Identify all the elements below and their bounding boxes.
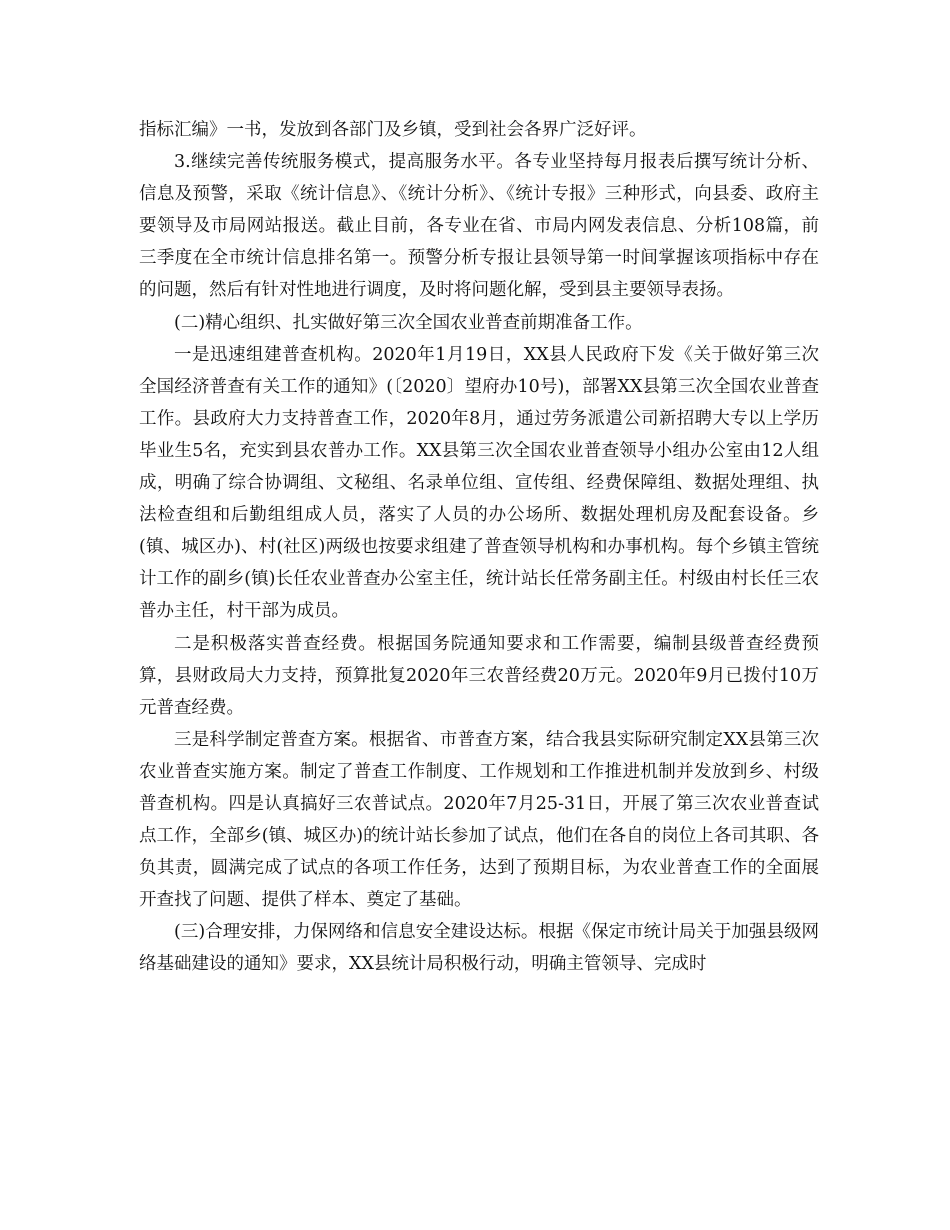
paragraph-continuation: 指标汇编》一书，发放到各部门及乡镇，受到社会各界广泛好评。 — [139, 120, 647, 140]
paragraph-census-organization: 一是迅速组建普查机构。2020年1月19日，XX县人民政府下发《关于做好第三次全国经济普查有关工作的通知》(〔2020〕望府办10号)，部署XX县第三次全国农业普查工作。县政府大力支持普查工作，2020年8月，通过劳务派遣公司新招聘大专以上学历毕业生5名，充实到县农普办工作。XX县第三次全国农业普查领导小组办公室由12人组成，明确了综合协调组、文秘组、名录单位组、宣传组、经费保障组、数据处理组、执法检查组和后勤组组成人员，落实了人员的办公场所、数据处理机房及配套设备。乡(镇、城区办)、村(社区)两级也按要求组建了普查领导机构和办事机构。每个乡镇主管统计工作的副乡(镇)长任农业普查办公室主任，统计站长任常务副主任。村级由村长任三农普办主任，村干部为成员。 — [139, 344, 819, 622]
document-body — [139, 114, 819, 981]
paragraph-network-security: (三)合理安排，力保网络和信息安全建设达标。根据《保定市统计局关于加强县级网络基础建设的通知》要求，XX县统计局积极行动，明确主管领导、完成时 — [139, 922, 819, 975]
section-heading-agri-census: (二)精心组织、扎实做好第三次全国农业普查前期准备工作。 — [174, 312, 643, 333]
paragraph-census-plan: 三是科学制定普查方案。根据省、市普查方案，结合我县实际研究制定XX县第三次农业普查实施方案。制定了普查工作制度、工作规划和工作推进机制并发放到乡、村级普查机构。四是认真搞好三农普试点。2020年7月25-31日，开展了第三次农业普查试点工作，全部乡(镇、城区办)的统计站长参加了试点，他们在各自的岗位上各司其职、各负其责，圆满完成了试点的各项工作任务，达到了预期目标，为农业普查工作的全面展开查找了问题、提供了样本、奠定了基础。 — [139, 729, 819, 911]
paragraph-census-funding: 二是积极落实普查经费。根据国务院通知要求和工作需要，编制县级普查经费预算，县财政局大力支持，预算批复2020年三农普经费20万元。2020年9月已拨付10万元普查经费。 — [139, 633, 819, 718]
paragraph-service-mode: 3.继续完善传统服务模式，提高服务水平。各专业坚持每月报表后撰写统计分析、信息及预警，采取《统计信息》、《统计分析》、《统计专报》三种形式，向县委、政府主要领导及市局网站报送。截止目前，各专业在省、市局内网发表信息、分析108篇，前三季度在全市统计信息排名第一。预警分析专报让县领导第一时间掌握该项指标中存在的问题，然后有针对性地进行调度，及时将问题化解，受到县主要领导表扬。 — [139, 152, 819, 301]
